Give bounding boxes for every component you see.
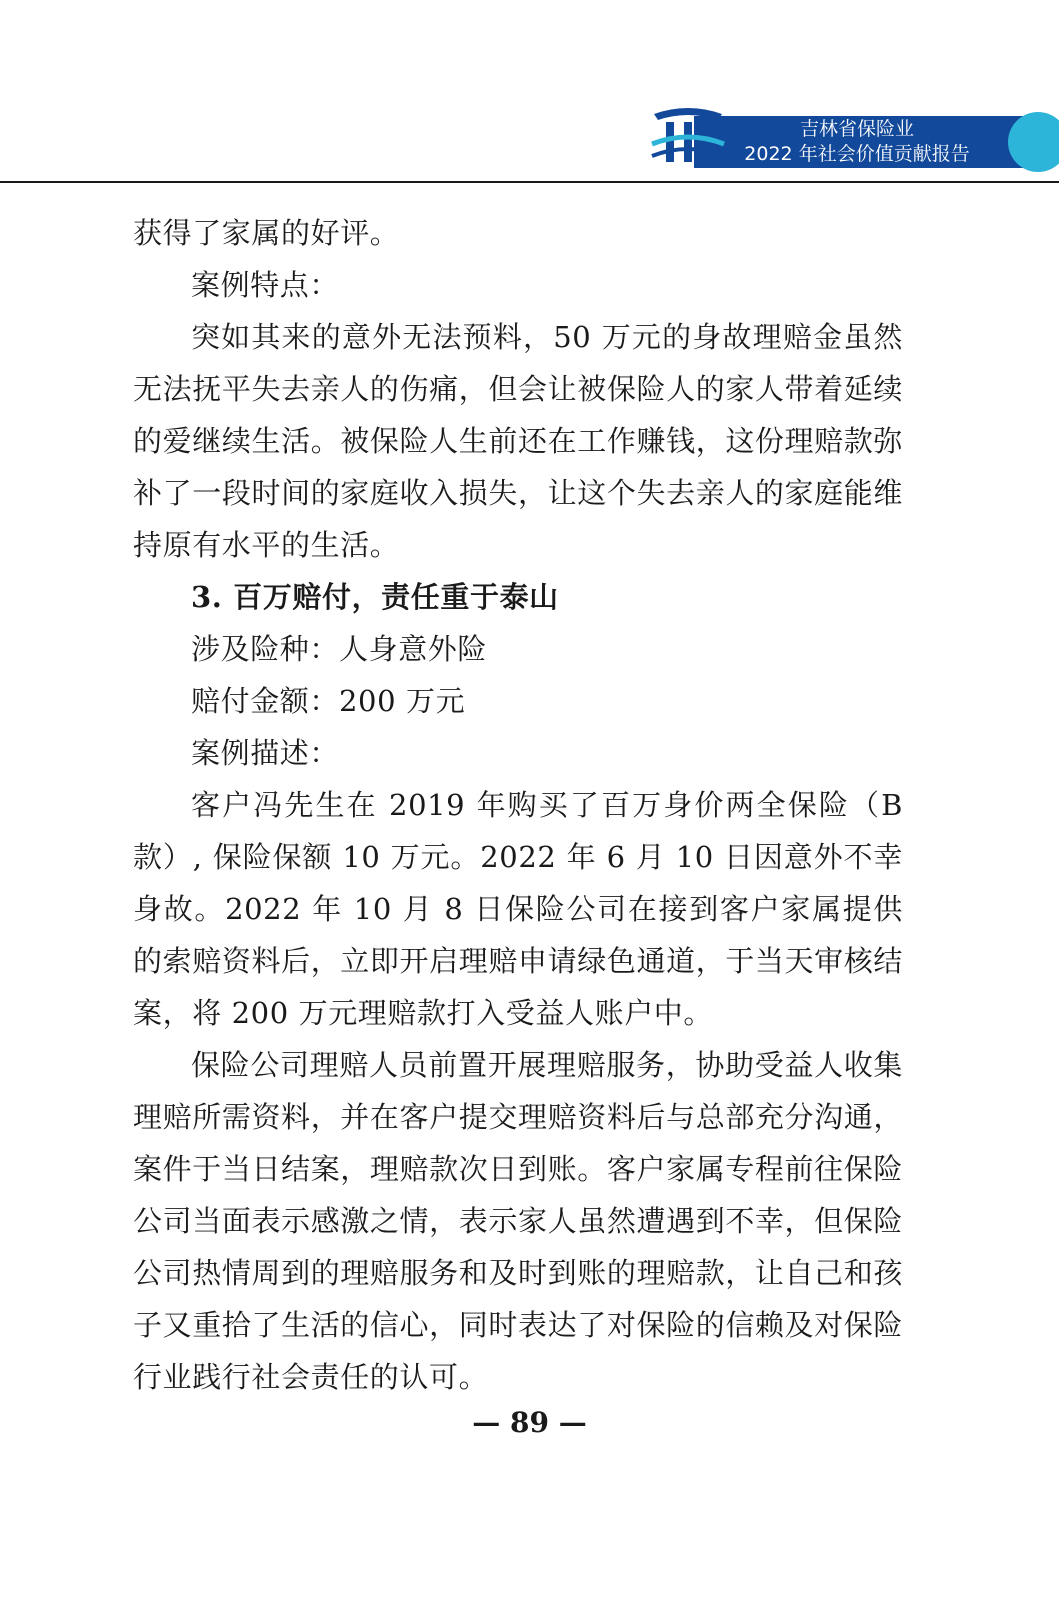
report-title — [712, 117, 1002, 167]
payout-amount: 赔付金额：200 万元 — [191, 684, 466, 718]
header-band-cap — [1008, 112, 1059, 172]
page-body — [133, 207, 903, 1403]
case-description-label: 案例描述： — [191, 736, 340, 770]
paragraph-continuation: 获得了家属的好评。 — [133, 216, 400, 250]
section-heading: 3. 百万赔付，责任重于泰山 — [191, 580, 559, 614]
insurance-type: 涉及险种：人身意外险 — [191, 632, 488, 666]
page-number: — 89 — — [472, 1406, 587, 1439]
header-divider — [0, 181, 1059, 183]
case-features-label: 案例特点： — [191, 268, 340, 302]
case-description-text: 客户冯先生在 2019 年购买了百万身价两全保险（B款）, 保险保额 10 万元。2022 年 6 月 10 日因意外不幸身故。2022 年 10 月 8 日保险公司在接到客户家属提供的索赔资料后，立即开启理赔申请绿色通道，于当天审核结案，将 200 万元理赔款打入受益人账户中。 — [133, 788, 903, 1030]
report-title-line2: 2022 年社会价值贡献报告 — [744, 143, 970, 165]
service-text: 保险公司理赔人员前置开展理赔服务，协助受益人收集理赔所需资料，并在客户提交理赔资料后与总部充分沟通，案件于当日结案，理赔款次日到账。客户家属专程前往保险公司当面表示感激之情，表示家人虽然遭遇到不幸，但保险公司热情周到的理赔服务和及时到账的理赔款，让自己和孩子又重拾了生活的信心，同时表达了对保险的信赖及对保险行业践行社会责任的认可。 — [133, 1048, 903, 1394]
report-title-line1: 吉林省保险业 — [799, 118, 914, 140]
case-features-text: 突如其来的意外无法预料，50 万元的身故理赔金虽然无法抚平失去亲人的伤痛，但会让被保险人的家人带着延续的爱继续生活。被保险人生前还在工作赚钱，这份理赔款弥补了一段时间的家庭收入损失，让这个失去亲人的家庭能维持原有水平的生活。 — [133, 320, 903, 562]
